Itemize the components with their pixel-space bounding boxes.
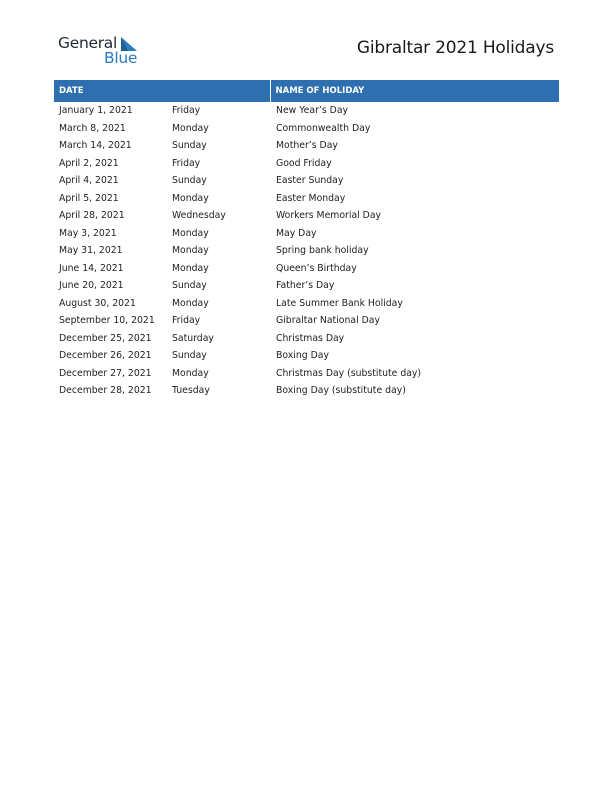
cell-date: June 20, 2021 bbox=[59, 280, 124, 292]
table-row bbox=[54, 190, 559, 208]
cell-date: April 4, 2021 bbox=[59, 175, 119, 187]
cell-date: March 14, 2021 bbox=[59, 140, 132, 152]
cell-date: May 3, 2021 bbox=[59, 227, 117, 239]
table-header-row bbox=[54, 80, 559, 102]
header-date: DATE bbox=[54, 80, 270, 102]
table-body bbox=[54, 102, 559, 400]
cell-holiday-name: Easter Monday bbox=[276, 192, 346, 204]
table-row bbox=[54, 260, 559, 278]
cell-holiday-name: Late Summer Bank Holiday bbox=[276, 297, 403, 309]
brand-logo bbox=[58, 34, 148, 68]
cell-holiday-name: May Day bbox=[276, 227, 317, 239]
table-row bbox=[54, 120, 559, 138]
page-title: Gibraltar 2021 Holidays bbox=[356, 38, 554, 58]
cell-day: Friday bbox=[172, 157, 201, 169]
cell-day: Monday bbox=[172, 367, 209, 379]
cell-day: Saturday bbox=[172, 332, 214, 344]
logo-text-blue: Blue bbox=[104, 49, 138, 67]
table-row bbox=[54, 277, 559, 295]
cell-day: Monday bbox=[172, 297, 209, 309]
table-row bbox=[54, 137, 559, 155]
cell-day: Friday bbox=[172, 315, 201, 327]
cell-holiday-name: Workers Memorial Day bbox=[276, 210, 382, 222]
cell-holiday-name: Spring bank holiday bbox=[276, 245, 369, 257]
cell-holiday-name: Mother’s Day bbox=[276, 140, 338, 152]
table-row bbox=[54, 312, 559, 330]
logo-text-general: General bbox=[58, 34, 117, 52]
cell-day: Sunday bbox=[172, 280, 207, 292]
table-row bbox=[54, 295, 559, 313]
cell-day: Monday bbox=[172, 262, 209, 274]
cell-date: May 31, 2021 bbox=[59, 245, 123, 257]
cell-day: Friday bbox=[172, 105, 201, 117]
cell-date: April 5, 2021 bbox=[59, 192, 119, 204]
cell-day: Sunday bbox=[172, 140, 207, 152]
cell-holiday-name: Christmas Day bbox=[276, 332, 345, 344]
cell-day: Monday bbox=[172, 122, 209, 134]
table-row bbox=[54, 365, 559, 383]
cell-date: December 27, 2021 bbox=[59, 367, 152, 379]
table-row bbox=[54, 207, 559, 225]
table-row bbox=[54, 242, 559, 260]
cell-day: Wednesday bbox=[172, 210, 226, 222]
cell-date: January 1, 2021 bbox=[59, 105, 133, 117]
cell-holiday-name: Gibraltar National Day bbox=[276, 315, 380, 327]
table-row bbox=[54, 155, 559, 173]
table-row bbox=[54, 225, 559, 243]
table-row bbox=[54, 347, 559, 365]
table-row bbox=[54, 102, 559, 120]
cell-date: June 14, 2021 bbox=[59, 262, 124, 274]
cell-date: August 30, 2021 bbox=[59, 297, 136, 309]
holiday-table bbox=[54, 80, 559, 400]
cell-date: December 26, 2021 bbox=[59, 350, 152, 362]
cell-holiday-name: New Year’s Day bbox=[276, 105, 349, 117]
cell-holiday-name: Christmas Day (substitute day) bbox=[276, 367, 422, 379]
cell-date: September 10, 2021 bbox=[59, 315, 155, 327]
cell-holiday-name: Queen’s Birthday bbox=[276, 262, 357, 274]
cell-date: April 28, 2021 bbox=[59, 210, 125, 222]
cell-day: Monday bbox=[172, 192, 209, 204]
table-row bbox=[54, 172, 559, 190]
cell-date: April 2, 2021 bbox=[59, 157, 119, 169]
cell-holiday-name: Easter Sunday bbox=[276, 175, 344, 187]
table-row bbox=[54, 330, 559, 348]
cell-holiday-name: Father’s Day bbox=[276, 280, 335, 292]
cell-holiday-name: Boxing Day bbox=[276, 350, 329, 362]
cell-holiday-name: Boxing Day (substitute day) bbox=[276, 385, 406, 397]
cell-holiday-name: Good Friday bbox=[276, 157, 332, 169]
cell-day: Tuesday bbox=[172, 385, 210, 397]
header-holiday-name: NAME OF HOLIDAY bbox=[270, 80, 559, 102]
cell-holiday-name: Commonwealth Day bbox=[276, 122, 371, 134]
cell-date: March 8, 2021 bbox=[59, 122, 126, 134]
cell-day: Monday bbox=[172, 227, 209, 239]
cell-date: December 28, 2021 bbox=[59, 385, 152, 397]
cell-day: Monday bbox=[172, 245, 209, 257]
table-row bbox=[54, 382, 559, 400]
cell-day: Sunday bbox=[172, 350, 207, 362]
cell-day: Sunday bbox=[172, 175, 207, 187]
cell-date: December 25, 2021 bbox=[59, 332, 152, 344]
